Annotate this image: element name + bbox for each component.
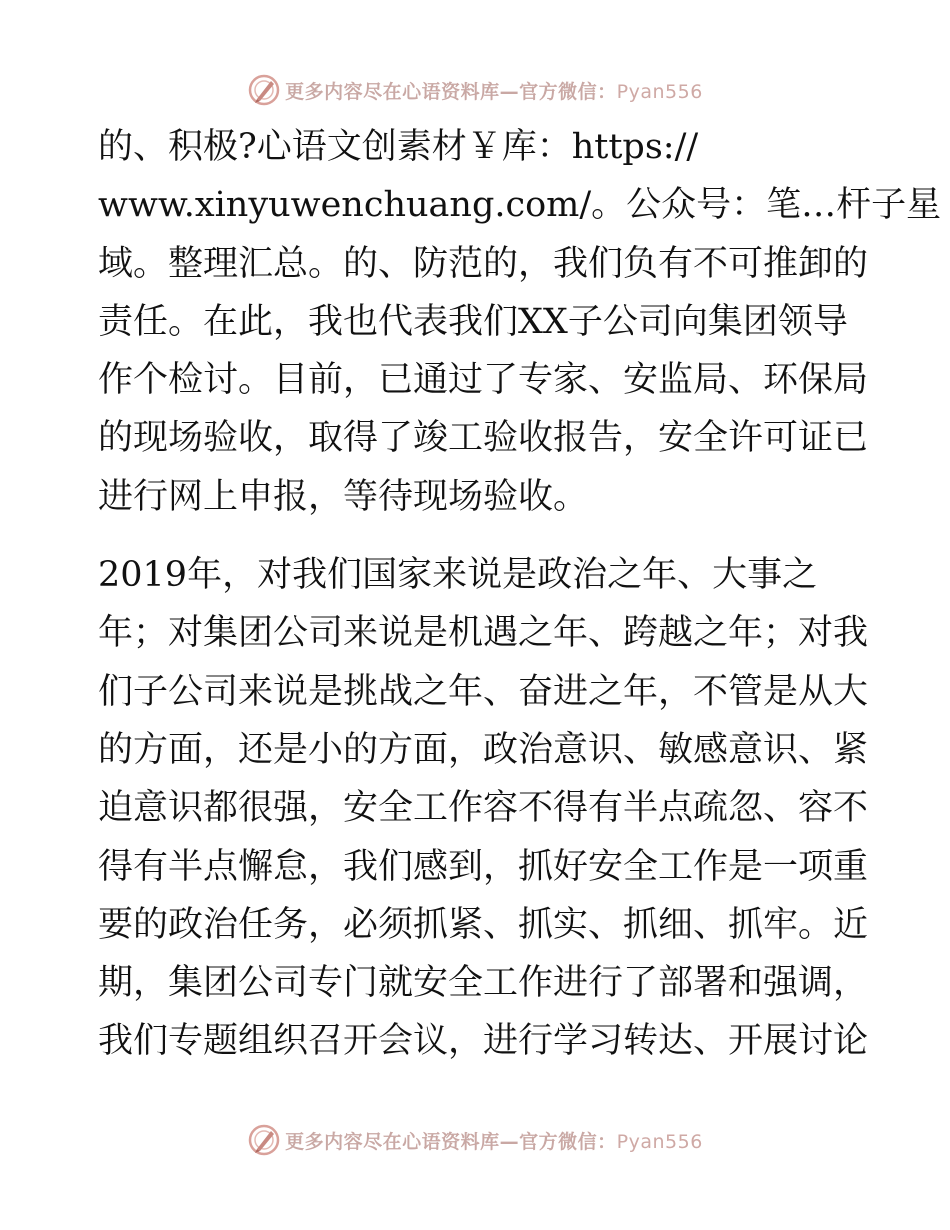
document-body xyxy=(98,118,942,1071)
text-line: 要的政治任务，必须抓紧、抓实、抓细、抓牢。近 xyxy=(98,904,869,945)
text-line: 我们专题组织召开会议，进行学习转达、开展讨论 xyxy=(98,1021,869,1062)
text-line: 年；对集团公司来说是机遇之年、跨越之年；对我 xyxy=(98,613,869,654)
pen-logo-icon xyxy=(247,1123,281,1157)
header-watermark xyxy=(0,70,950,110)
text-line: 进行网上申报，等待现场验收。 xyxy=(98,476,589,517)
paragraph-spacer xyxy=(98,526,853,546)
watermark-handle: Pyan556 xyxy=(616,1130,703,1153)
text-line: 们子公司来说是挑战之年、奋进之年，不管是从大 xyxy=(98,671,869,712)
text-line: 的、积极?心语文创素材￥库：https:// xyxy=(98,127,699,167)
text-line: 域。整理汇总。的、防范的，我们负有不可推卸的 xyxy=(98,243,869,284)
watermark-text: 更多内容尽在心语资料库—官方微信：Pyan556 xyxy=(285,1130,703,1153)
text-line: www.xinyuwenchuang.com/。公众号：笔…杆子星 xyxy=(98,185,942,226)
text-line: 的现场验收，取得了竣工验收报告，安全许可证已 xyxy=(98,418,869,459)
text-line: 作个检讨。目前，已通过了专家、安监局、环保局 xyxy=(98,360,869,401)
watermark-handle: Pyan556 xyxy=(616,80,703,103)
paragraph xyxy=(98,118,942,526)
text-line: 得有半点懈怠，我们感到，抓好安全工作是一项重 xyxy=(98,846,869,887)
text-line: 迫意识都很强，安全工作容不得有半点疏忽、容不 xyxy=(98,788,869,829)
text-line: 2019年，对我们国家来说是政治之年、大事之 xyxy=(98,555,818,596)
paragraph xyxy=(98,546,869,1071)
watermark-text: 更多内容尽在心语资料库—官方微信：Pyan556 xyxy=(285,80,703,103)
text-line: 的方面，还是小的方面，政治意识、敏感意识、紧 xyxy=(98,729,869,770)
text-line: 责任。在此，我也代表我们XX子公司向集团领导 xyxy=(98,301,848,342)
footer-watermark xyxy=(0,1120,950,1160)
text-line: 期，集团公司专门就安全工作进行了部署和强调， xyxy=(98,963,869,1004)
pen-logo-icon xyxy=(247,73,281,107)
